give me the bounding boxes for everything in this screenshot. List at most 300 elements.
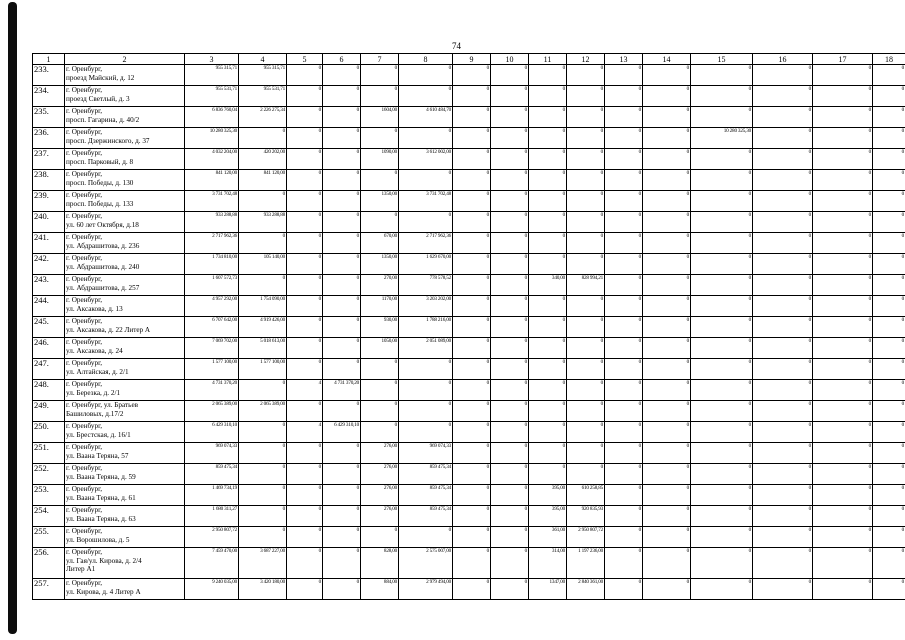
address-line: просп. Дзержинского, д. 37 (66, 136, 150, 145)
column-header: 12 (567, 54, 605, 65)
value-cell: 0 (491, 170, 529, 191)
value-cell: 0 (323, 443, 361, 464)
value-cell: 0 (813, 191, 873, 212)
value-cell: 0 (453, 317, 491, 338)
value-cell: 1170,00 (361, 296, 399, 317)
address-line: ул. Ваана Теряна, д. 59 (66, 472, 136, 481)
table-row (33, 128, 905, 149)
value-cell: 0 (287, 128, 323, 149)
value-cell: 0 (361, 212, 399, 233)
address-cell (65, 548, 185, 579)
value-cell: 0 (813, 464, 873, 485)
value-cell: 859 475,34 (399, 506, 453, 527)
row-number: 256. (33, 548, 65, 579)
row-number: 240. (33, 212, 65, 233)
value-cell: 0 (323, 464, 361, 485)
value-cell: 0 (643, 128, 691, 149)
value-cell: 859 475,34 (399, 485, 453, 506)
value-cell: 0 (873, 548, 905, 579)
value-cell: 0 (567, 296, 605, 317)
column-header: 2 (65, 54, 185, 65)
value-cell: 0 (873, 233, 905, 254)
value-cell: 0 (691, 443, 753, 464)
value-cell: 0 (691, 359, 753, 380)
value-cell: 955 531,71 (185, 86, 239, 107)
value-cell: 105 140,00 (239, 254, 287, 275)
value-cell: 7 459 470,00 (185, 548, 239, 579)
value-cell: 670,00 (361, 233, 399, 254)
value-cell: 0 (529, 254, 567, 275)
value-cell: 0 (813, 212, 873, 233)
value-cell: 0 (753, 579, 813, 600)
table-row (33, 212, 905, 233)
value-cell: 0 (239, 128, 287, 149)
page-number: 74 (452, 41, 461, 51)
value-cell: 0 (287, 338, 323, 359)
address-line: проезд Светлый, д. 3 (66, 94, 130, 103)
value-cell: 0 (691, 548, 753, 579)
value-cell: 0 (753, 506, 813, 527)
value-cell: 0 (873, 212, 905, 233)
value-cell: 420 202,00 (239, 149, 287, 170)
value-cell: 0 (239, 464, 287, 485)
value-cell: 0 (873, 149, 905, 170)
value-cell: 0 (399, 170, 453, 191)
value-cell: 0 (873, 296, 905, 317)
value-cell: 1350,00 (361, 254, 399, 275)
value-cell: 0 (567, 107, 605, 128)
row-number: 236. (33, 128, 65, 149)
column-header: 5 (287, 54, 323, 65)
value-cell: 0 (239, 485, 287, 506)
value-cell: 1 734 810,00 (185, 254, 239, 275)
value-cell: 0 (529, 128, 567, 149)
value-cell: 0 (453, 107, 491, 128)
value-cell: 0 (399, 380, 453, 401)
value-cell: 0 (753, 380, 813, 401)
value-cell: 0 (361, 422, 399, 443)
value-cell: 969 074,33 (399, 443, 453, 464)
value-cell: 0 (491, 128, 529, 149)
value-cell: 0 (691, 485, 753, 506)
value-cell: 0 (691, 338, 753, 359)
row-number: 238. (33, 170, 65, 191)
address-cell (65, 464, 185, 485)
table-row (33, 296, 905, 317)
value-cell: 0 (239, 380, 287, 401)
value-cell: 0 (753, 149, 813, 170)
table-row (33, 170, 905, 191)
row-number: 252. (33, 464, 65, 485)
address-line: проезд Майский, д. 12 (66, 73, 135, 82)
value-cell: 0 (453, 506, 491, 527)
address-line: ул. Брестская, д. 16/1 (66, 430, 131, 439)
value-cell: 841 120,00 (185, 170, 239, 191)
row-number: 239. (33, 191, 65, 212)
table-row (33, 86, 905, 107)
address-line: г. Оренбург, (66, 212, 103, 220)
value-cell: 0 (643, 401, 691, 422)
address-line: г. Оренбург, (66, 464, 103, 472)
value-cell: 0 (453, 233, 491, 254)
table-row (33, 485, 905, 506)
table-body (33, 65, 905, 600)
value-cell: 0 (813, 317, 873, 338)
address-line: ул. 60 лет Октября, д.18 (66, 220, 139, 229)
column-header: 6 (323, 54, 361, 65)
value-cell: 0 (287, 401, 323, 422)
value-cell: 1 607 572,73 (185, 275, 239, 296)
value-cell: 0 (753, 464, 813, 485)
value-cell: 0 (567, 212, 605, 233)
value-cell: 859 475,34 (185, 464, 239, 485)
value-cell: 0 (491, 422, 529, 443)
value-cell: 0 (239, 443, 287, 464)
table-row (33, 359, 905, 380)
column-header: 15 (691, 54, 753, 65)
value-cell: 0 (605, 338, 643, 359)
value-cell: 1 577 100,00 (239, 359, 287, 380)
value-cell: 0 (873, 401, 905, 422)
value-cell: 7 069 702,00 (185, 338, 239, 359)
value-cell: 0 (239, 275, 287, 296)
value-cell: 0 (399, 359, 453, 380)
address-line: г. Оренбург, (66, 275, 103, 283)
value-cell: 0 (399, 128, 453, 149)
value-cell: 0 (529, 107, 567, 128)
value-cell: 276,00 (361, 485, 399, 506)
value-cell: 0 (753, 233, 813, 254)
value-cell: 340,00 (529, 275, 567, 296)
value-cell: 0 (239, 233, 287, 254)
value-cell: 0 (491, 548, 529, 579)
column-header: 3 (185, 54, 239, 65)
column-header: 8 (399, 54, 453, 65)
value-cell: 0 (873, 65, 905, 86)
value-cell: 0 (643, 422, 691, 443)
value-cell: 0 (453, 443, 491, 464)
column-header: 11 (529, 54, 567, 65)
value-cell: 884,00 (361, 579, 399, 600)
value-cell: 0 (691, 233, 753, 254)
value-cell: 0 (643, 149, 691, 170)
value-cell: 0 (287, 506, 323, 527)
address-line: ул. Ваана Теряна, д. 61 (66, 493, 136, 502)
value-cell: 0 (691, 275, 753, 296)
value-cell: 0 (529, 170, 567, 191)
value-cell: 276,00 (361, 506, 399, 527)
value-cell: 0 (323, 548, 361, 579)
row-number: 250. (33, 422, 65, 443)
value-cell: 1 577 100,00 (185, 359, 239, 380)
value-cell: 0 (873, 107, 905, 128)
value-cell: 0 (287, 527, 323, 548)
value-cell: 0 (239, 422, 287, 443)
value-cell: 0 (605, 86, 643, 107)
value-cell: 0 (567, 128, 605, 149)
value-cell: 314,00 (529, 548, 567, 579)
value-cell: 0 (813, 579, 873, 600)
value-cell: 0 (753, 359, 813, 380)
value-cell: 0 (323, 128, 361, 149)
value-cell: 0 (287, 485, 323, 506)
address-line: просп. Парковый, д. 8 (66, 157, 134, 166)
value-cell: 0 (529, 233, 567, 254)
value-cell: 0 (691, 380, 753, 401)
value-cell: 0 (873, 579, 905, 600)
value-cell: 0 (813, 275, 873, 296)
value-cell: 0 (323, 212, 361, 233)
value-cell: 930,00 (361, 317, 399, 338)
value-cell: 0 (287, 317, 323, 338)
value-cell: 0 (643, 579, 691, 600)
value-cell: 0 (491, 359, 529, 380)
value-cell: 0 (491, 65, 529, 86)
value-cell: 0 (605, 107, 643, 128)
value-cell: 0 (239, 191, 287, 212)
value-cell: 0 (399, 527, 453, 548)
address-cell (65, 191, 185, 212)
value-cell: 2 950 807,72 (567, 527, 605, 548)
value-cell: 0 (813, 86, 873, 107)
value-cell: 0 (361, 380, 399, 401)
value-cell: 0 (323, 506, 361, 527)
value-cell: 4 957 292,00 (185, 296, 239, 317)
value-cell: 0 (453, 254, 491, 275)
value-cell: 933 288,88 (185, 212, 239, 233)
value-cell: 778 578,52 (399, 275, 453, 296)
value-cell: 276,00 (361, 464, 399, 485)
value-cell: 1 469 734,19 (185, 485, 239, 506)
value-cell: 0 (643, 170, 691, 191)
address-cell (65, 254, 185, 275)
table-row (33, 380, 905, 401)
table-row (33, 275, 905, 296)
address-cell (65, 485, 185, 506)
value-cell: 0 (643, 254, 691, 275)
value-cell: 0 (323, 317, 361, 338)
table-row (33, 506, 905, 527)
value-cell: 0 (873, 275, 905, 296)
value-cell: 0 (691, 296, 753, 317)
table-row (33, 579, 905, 600)
value-cell: 0 (567, 170, 605, 191)
value-cell: 0 (753, 191, 813, 212)
value-cell: 610 258,85 (567, 485, 605, 506)
address-line: ул. Березка, д. 2/1 (66, 388, 121, 397)
value-cell: 0 (753, 128, 813, 149)
value-cell: 0 (361, 527, 399, 548)
value-cell: 1604,00 (361, 107, 399, 128)
column-header: 10 (491, 54, 529, 65)
value-cell: 3 420 180,00 (239, 579, 287, 600)
value-cell: 0 (567, 254, 605, 275)
value-cell: 0 (873, 485, 905, 506)
value-cell: 0 (529, 296, 567, 317)
value-cell: 3 687 227,00 (239, 548, 287, 579)
value-cell: 0 (691, 579, 753, 600)
value-cell: 2 950 807,72 (185, 527, 239, 548)
value-cell: 0 (643, 380, 691, 401)
value-cell: 0 (287, 443, 323, 464)
value-cell: 0 (323, 254, 361, 275)
value-cell: 0 (491, 317, 529, 338)
value-cell: 4 (287, 422, 323, 443)
value-cell: 0 (491, 506, 529, 527)
value-cell: 0 (287, 359, 323, 380)
address-line: г. Оренбург, (66, 191, 103, 199)
value-cell: 0 (691, 65, 753, 86)
value-cell: 0 (453, 170, 491, 191)
column-header: 18 (873, 54, 905, 65)
value-cell: 4 (287, 380, 323, 401)
value-cell: 0 (453, 548, 491, 579)
value-cell: 0 (605, 443, 643, 464)
value-cell: 0 (287, 212, 323, 233)
row-number: 234. (33, 86, 65, 107)
row-number: 255. (33, 527, 65, 548)
value-cell: 2 065 389,00 (185, 401, 239, 422)
row-number: 233. (33, 65, 65, 86)
value-cell: 0 (813, 443, 873, 464)
value-cell: 0 (643, 464, 691, 485)
value-cell: 0 (753, 338, 813, 359)
value-cell: 3 731 702,48 (185, 191, 239, 212)
table-row (33, 191, 905, 212)
value-cell: 955 315,71 (239, 65, 287, 86)
value-cell: 0 (453, 86, 491, 107)
value-cell: 1 629 670,00 (399, 254, 453, 275)
value-cell: 9 240 035,00 (185, 579, 239, 600)
value-cell: 955 531,71 (239, 86, 287, 107)
value-cell: 2 226 275,34 (239, 107, 287, 128)
value-cell: 0 (491, 86, 529, 107)
value-cell: 0 (605, 506, 643, 527)
value-cell: 0 (691, 422, 753, 443)
column-header: 4 (239, 54, 287, 65)
value-cell: 0 (567, 191, 605, 212)
value-cell: 0 (491, 401, 529, 422)
value-cell: 0 (753, 275, 813, 296)
address-line: ул. Абдрашитова, д. 236 (66, 241, 140, 250)
value-cell: 0 (643, 506, 691, 527)
address-line: просп. Победы, д. 130 (66, 178, 134, 187)
value-cell: 4 919 426,00 (239, 317, 287, 338)
value-cell: 0 (567, 317, 605, 338)
value-cell: 0 (567, 422, 605, 443)
value-cell: 0 (399, 65, 453, 86)
address-line: г. Оренбург, (66, 65, 103, 73)
value-cell: 0 (399, 212, 453, 233)
value-cell: 0 (643, 443, 691, 464)
value-cell: 0 (529, 149, 567, 170)
value-cell: 0 (287, 107, 323, 128)
value-cell: 0 (567, 380, 605, 401)
value-cell: 0 (567, 401, 605, 422)
value-cell: 0 (323, 149, 361, 170)
value-cell: 0 (753, 422, 813, 443)
value-cell: 0 (605, 149, 643, 170)
value-cell: 6 707 642,00 (185, 317, 239, 338)
address-line: г. Оренбург, (66, 506, 103, 514)
value-cell: 0 (287, 548, 323, 579)
value-cell: 0 (813, 254, 873, 275)
row-number: 253. (33, 485, 65, 506)
value-cell: 0 (287, 65, 323, 86)
value-cell: 0 (813, 359, 873, 380)
value-cell: 0 (643, 275, 691, 296)
value-cell: 0 (529, 464, 567, 485)
value-cell: 0 (753, 107, 813, 128)
value-cell: 0 (691, 191, 753, 212)
value-cell: 0 (567, 65, 605, 86)
value-cell: 0 (529, 380, 567, 401)
table-row (33, 254, 905, 275)
value-cell: 0 (491, 254, 529, 275)
table-row (33, 338, 905, 359)
value-cell: 0 (605, 170, 643, 191)
value-cell: 0 (529, 359, 567, 380)
value-cell: 0 (643, 107, 691, 128)
value-cell: 4 032 204,00 (185, 149, 239, 170)
value-cell: 0 (605, 422, 643, 443)
value-cell: 0 (753, 401, 813, 422)
scan-margin-bar (8, 2, 17, 634)
value-cell: 0 (361, 359, 399, 380)
value-cell: 0 (753, 86, 813, 107)
value-cell: 0 (491, 212, 529, 233)
value-cell: 361,00 (529, 527, 567, 548)
value-cell: 0 (453, 380, 491, 401)
value-cell: 828,00 (361, 548, 399, 579)
address-cell (65, 527, 185, 548)
value-cell: 0 (323, 296, 361, 317)
value-cell: 2 051 089,00 (399, 338, 453, 359)
value-cell: 0 (813, 128, 873, 149)
address-cell (65, 107, 185, 128)
column-header: 1 (33, 54, 65, 65)
address-cell (65, 401, 185, 422)
address-line: г. Оренбург, (66, 579, 103, 587)
value-cell: 0 (323, 359, 361, 380)
value-cell: 0 (605, 464, 643, 485)
value-cell: 1 680 311,27 (185, 506, 239, 527)
value-cell: 276,00 (361, 443, 399, 464)
address-cell (65, 275, 185, 296)
value-cell: 395,00 (529, 485, 567, 506)
row-number: 235. (33, 107, 65, 128)
value-cell: 0 (567, 86, 605, 107)
value-cell: 0 (567, 464, 605, 485)
address-cell (65, 579, 185, 600)
column-header: 9 (453, 54, 491, 65)
value-cell: 0 (323, 233, 361, 254)
value-cell: 0 (873, 170, 905, 191)
value-cell: 0 (239, 506, 287, 527)
value-cell: 0 (529, 443, 567, 464)
address-cell (65, 128, 185, 149)
address-line: г. Оренбург, (66, 359, 103, 367)
value-cell: 0 (813, 380, 873, 401)
table-row (33, 443, 905, 464)
address-line: г. Оренбург, (66, 254, 103, 262)
value-cell: 4 731 370,20 (323, 380, 361, 401)
value-cell: 0 (361, 86, 399, 107)
address-cell (65, 317, 185, 338)
value-cell: 0 (643, 296, 691, 317)
address-line: ул. Абдрашитова, д. 240 (66, 262, 140, 271)
address-cell (65, 359, 185, 380)
